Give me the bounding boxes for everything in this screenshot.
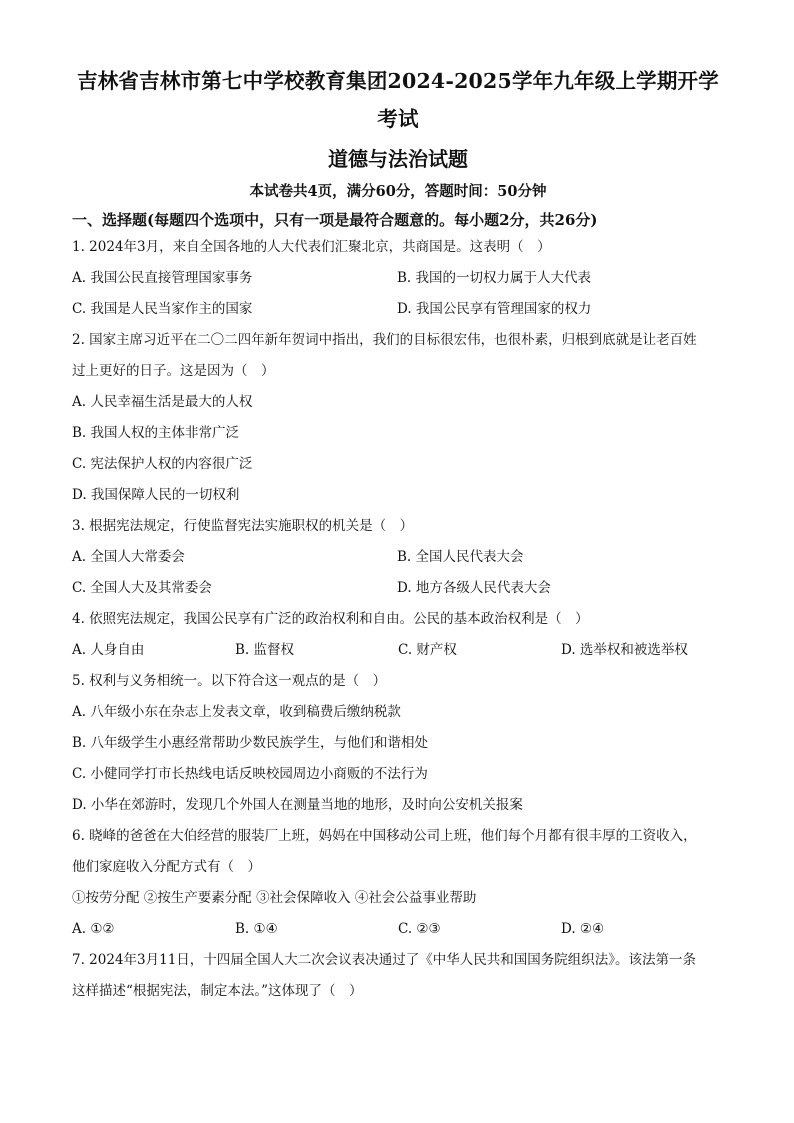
section-heading: 一、选择题(每题四个选项中，只有一项是最符合题意的。每小题2分，共26分) xyxy=(72,211,598,229)
option-a: A. 我国公民直接管理国家事务 xyxy=(72,270,253,286)
option-c: C. 我国是人民当家作主的国家 xyxy=(72,301,253,317)
question-7-stem-cont: 这样描述“根据宪法，制定本法。”这体现了（ ） xyxy=(72,983,363,999)
question-2-stem: 2. 国家主席习近平在二〇二四年新年贺词中指出，我们的目标很宏伟，也很朴素，归根到底就是让老百姓 xyxy=(72,332,697,348)
option-d: D. 我国保障人民的一切权利 xyxy=(72,487,240,503)
question-4-stem: 4. 依照宪法规定，我国公民享有广泛的政治权利和自由。公民的基本政治权利是（ ） xyxy=(72,611,589,627)
option-a: A. ①② xyxy=(72,921,115,937)
question-6-options xyxy=(72,914,724,945)
option-a: A. 全国人大常委会 xyxy=(72,549,185,565)
option-c: C. ②③ xyxy=(398,921,441,937)
option-c: C. 小健同学打市长热线电话反映校园周边小商贩的不法行为 xyxy=(72,766,428,782)
question-6-items: ①按劳分配 ②按生产要素分配 ③社会保障收入 ④社会公益事业帮助 xyxy=(72,890,477,906)
option-b: B. 监督权 xyxy=(235,642,295,658)
question-6-stem: 6. 晓峰的爸爸在大伯经营的服装厂上班，妈妈在中国移动公司上班，他们每个月都有很丰厚的工资收入， xyxy=(72,828,697,844)
option-a: A. 人民幸福生活是最大的人权 xyxy=(72,394,253,410)
option-c: C. 全国人大及其常委会 xyxy=(72,580,212,596)
question-1-stem: 1. 2024年3月，来自全国各地的人大代表们汇聚北京，共商国是。这表明（ ） xyxy=(72,239,551,255)
exam-info: 本试卷共4页，满分60分，答题时间：50分钟 xyxy=(249,183,547,200)
option-d: D. 我国公民享有管理国家的权力 xyxy=(397,301,592,317)
option-c: C. 财产权 xyxy=(398,642,457,658)
exam-title: 吉林省吉林市第七中学校教育集团2024-2025学年九年级上学期开学 xyxy=(77,69,719,93)
option-b: B. 八年级学生小惠经常帮助少数民族学生，与他们和谐相处 xyxy=(72,735,429,751)
question-4-options xyxy=(72,635,724,666)
option-a: A. 人身自由 xyxy=(72,642,145,658)
option-b: B. 全国人民代表大会 xyxy=(397,549,524,565)
option-d: D. 小华在郊游时，发现几个外国人在测量当地的地形，及时向公安机关报案 xyxy=(72,797,523,813)
option-d: D. 地方各级人民代表大会 xyxy=(397,580,551,596)
question-3-stem: 3. 根据宪法规定，行使监督宪法实施职权的机关是（ ） xyxy=(72,518,414,534)
question-5-stem: 5. 权利与义务相统一。以下符合这一观点的是（ ） xyxy=(72,673,387,689)
option-d: D. ②④ xyxy=(561,921,605,937)
question-1-options-row1 xyxy=(72,263,724,294)
option-b: B. 我国的一切权力属于人大代表 xyxy=(397,270,592,286)
exam-subject: 道德与法治试题 xyxy=(328,147,468,171)
option-b: B. ①④ xyxy=(235,921,278,937)
question-3-options-row2 xyxy=(72,573,724,604)
question-1-options-row2 xyxy=(72,294,724,325)
question-6-stem-cont: 他们家庭收入分配方式有（ ） xyxy=(72,859,261,875)
exam-title-cont: 考试 xyxy=(377,107,419,131)
option-d: D. 选举权和被选举权 xyxy=(561,642,688,658)
question-3-options-row1 xyxy=(72,542,724,573)
question-7-stem: 7. 2024年3月11日，十四届全国人大二次会议表决通过了《中华人民共和国国务院组织法》。该法第一条 xyxy=(72,952,697,968)
question-2-stem-cont: 过上更好的日子。这是因为（ ） xyxy=(72,363,275,379)
option-a: A. 八年级小东在杂志上发表文章，收到稿费后缴纳税款 xyxy=(72,704,401,720)
option-c: C. 宪法保护人权的内容很广泛 xyxy=(72,456,253,472)
option-b: B. 我国人权的主体非常广泛 xyxy=(72,425,240,441)
